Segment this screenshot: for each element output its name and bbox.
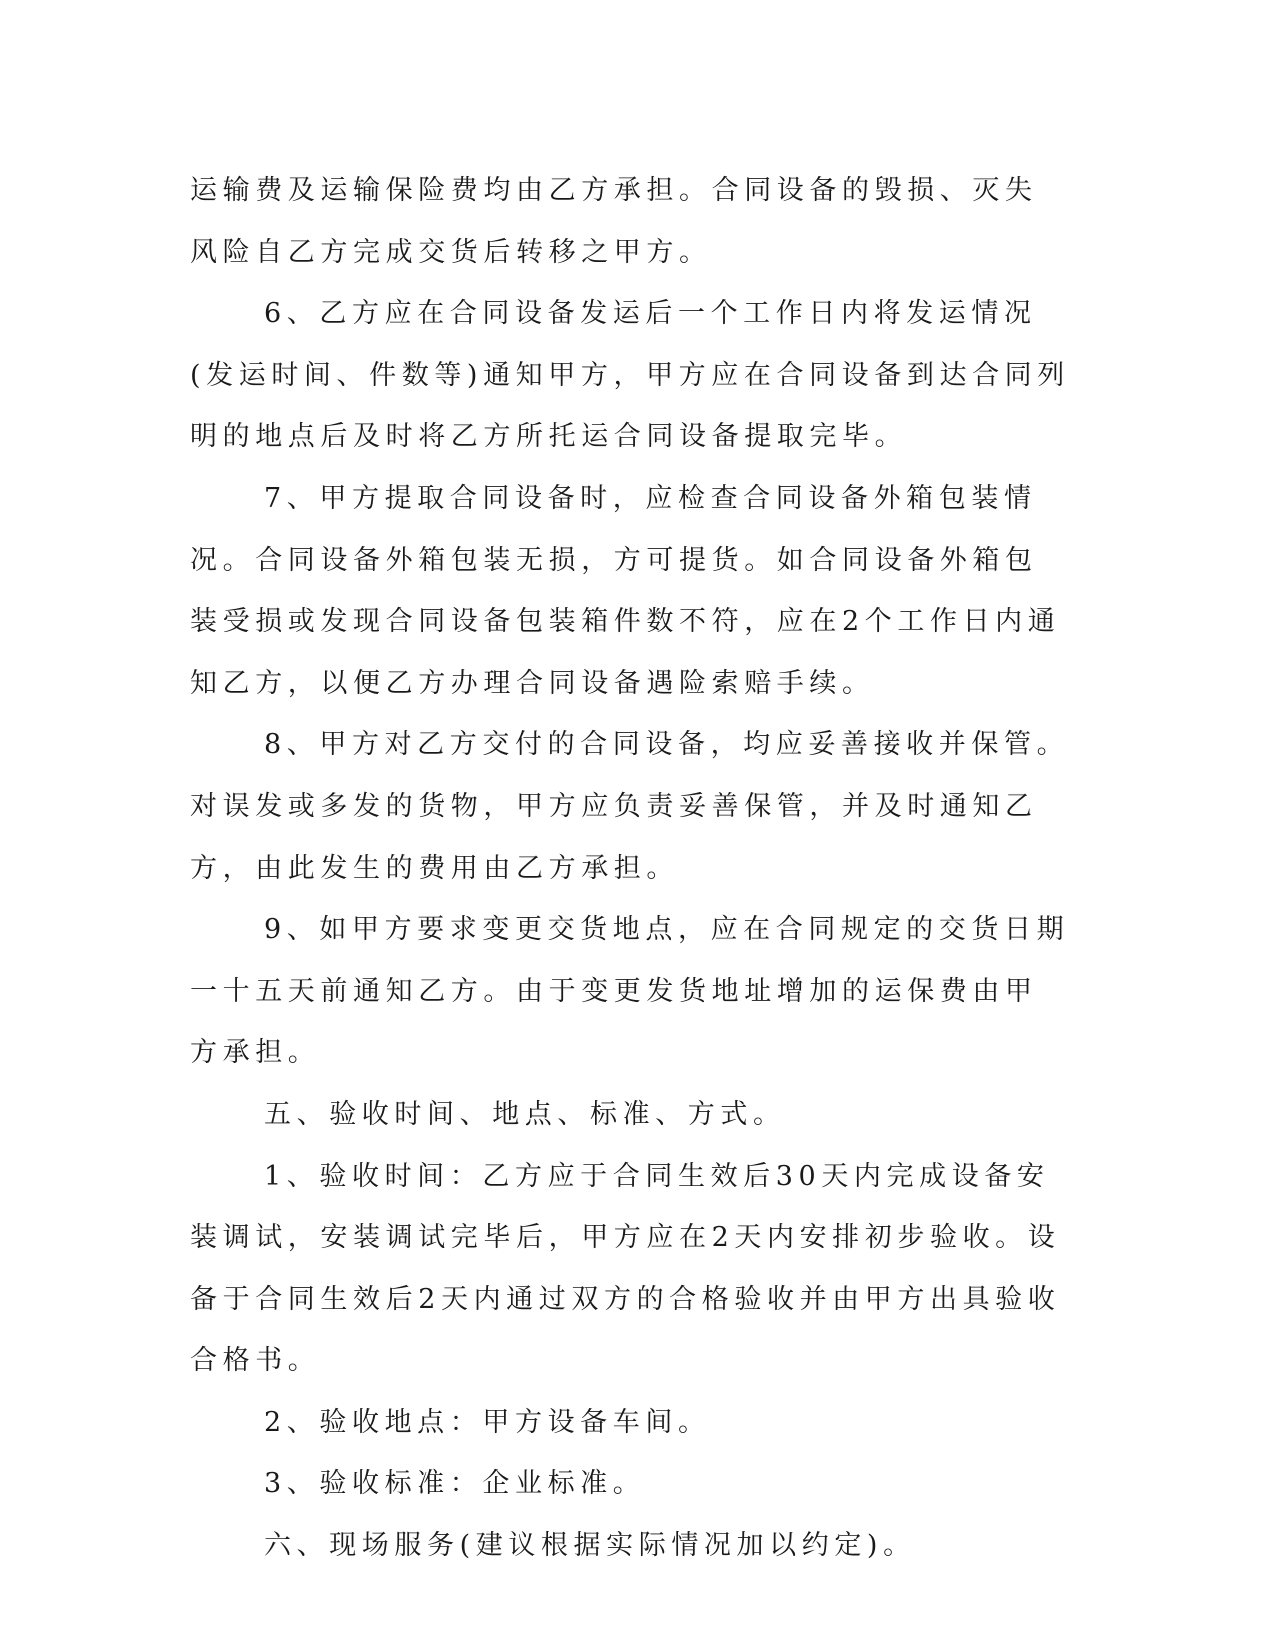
paragraph-acceptance-standard: 3、验收标准：企业标准。 [264,1468,646,1500]
paragraph-item-8: 8、甲方对乙方交付的合同设备，均应妥善接收并保管。对误发或多发的货物，甲方应负责妥善保管，并及时通知乙方，由此发生的费用由乙方承担。 [190,729,1070,884]
paragraph-acceptance-location: 2、验收地点：甲方设备车间。 [264,1406,711,1438]
document-body [190,160,1070,1577]
section-heading-onsite-service: 六、现场服务(建议根据实际情况加以约定)。 [264,1530,916,1562]
section-heading-acceptance: 五、验收时间、地点、标准、方式。 [264,1098,786,1130]
paragraph-transport-cost: 运输费及运输保险费均由乙方承担。合同设备的毁损、灭失风险自乙方完成交货后转移之甲方。 [190,175,1038,268]
paragraph-item-7: 7、甲方提取合同设备时，应检查合同设备外箱包装情况。合同设备外箱包装无损，方可提货。如合同设备外箱包装受损或发现合同设备包装箱件数不符，应在2个工作日内通知乙方，以便乙方办理合同设备遇险索赔手续。 [190,482,1061,699]
paragraph-acceptance-time: 1、验收时间：乙方应于合同生效后30天内完成设备安装调试，安装调试完毕后，甲方应在2天内安排初步验收。设备于合同生效后2天内通过双方的合格验收并由甲方出具验收合格书。 [190,1160,1061,1377]
paragraph-item-6: 6、乙方应在合同设备发运后一个工作日内将发运情况(发运时间、件数等)通知甲方，甲方应在合同设备到达合同列明的地点后及时将乙方所托运合同设备提取完毕。 [190,298,1070,453]
paragraph-item-9: 9、如甲方要求变更交货地点，应在合同规定的交货日期一十五天前通知乙方。由于变更发货地址增加的运保费由甲方承担。 [190,914,1070,1069]
